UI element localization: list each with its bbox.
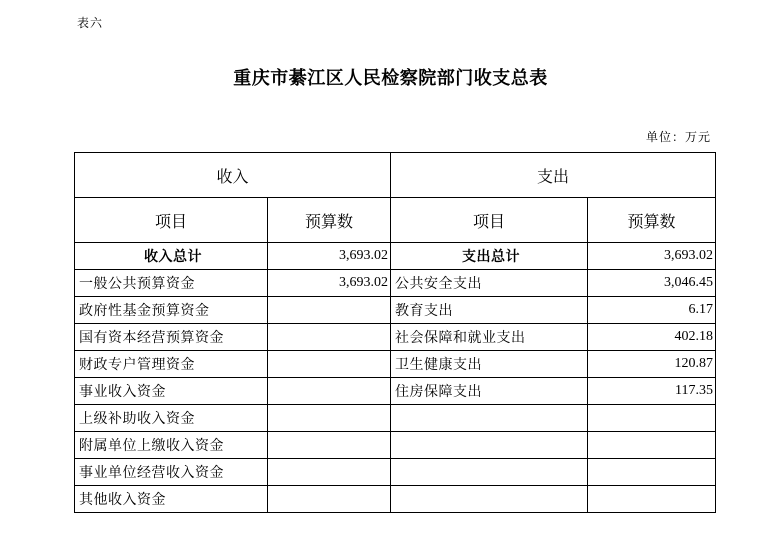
table-row [75,324,716,351]
expense-item [391,459,588,486]
expense-amount: 3,046.45 [588,270,716,297]
income-item: 其他收入资金 [75,486,268,513]
table-row [75,270,716,297]
section-header-row [75,153,716,198]
expense-item: 公共安全支出 [391,270,588,297]
expense-amount [588,432,716,459]
column-header-row [75,198,716,243]
income-amount [268,324,391,351]
expense-item [391,486,588,513]
income-item: 事业单位经营收入资金 [75,459,268,486]
expense-amount: 3,693.02 [588,243,716,270]
expense-item: 支出总计 [391,243,588,270]
income-item: 国有资本经营预算资金 [75,324,268,351]
expense-amount: 117.35 [588,378,716,405]
expense-item [391,432,588,459]
income-item: 政府性基金预算资金 [75,297,268,324]
unit-label: 单位：万元 [645,130,711,144]
expense-item: 社会保障和就业支出 [391,324,588,351]
expense-item [391,405,588,432]
income-amount [268,459,391,486]
income-item-column-header: 项目 [75,198,268,243]
table-row [75,243,716,270]
expense-amount [588,405,716,432]
income-item: 财政专户管理资金 [75,351,268,378]
expense-amount [588,486,716,513]
income-item: 一般公共预算资金 [75,270,268,297]
income-amount [268,432,391,459]
table-row [75,378,716,405]
budget-table [74,152,716,513]
table-row [75,486,716,513]
table-row [75,432,716,459]
expense-amount [588,459,716,486]
expense-item: 教育支出 [391,297,588,324]
table-number-label: 表六 [77,16,104,30]
income-amount: 3,693.02 [268,243,391,270]
expense-item: 住房保障支出 [391,378,588,405]
income-section-header: 收入 [75,153,391,198]
income-item: 附属单位上缴收入资金 [75,432,268,459]
income-item: 上级补助收入资金 [75,405,268,432]
income-amount [268,297,391,324]
income-amount [268,405,391,432]
page-title: 重庆市綦江区人民检察院部门收支总表 [233,68,548,89]
expense-amount: 6.17 [588,297,716,324]
income-item: 事业收入资金 [75,378,268,405]
expense-amount: 120.87 [588,351,716,378]
table-row [75,405,716,432]
expense-item-column-header: 项目 [391,198,588,243]
expense-amount: 402.18 [588,324,716,351]
expense-section-header: 支出 [391,153,716,198]
table-row [75,459,716,486]
income-budget-column-header: 预算数 [268,198,391,243]
table-row [75,297,716,324]
table-row [75,351,716,378]
income-item: 收入总计 [75,243,268,270]
expense-item: 卫生健康支出 [391,351,588,378]
income-amount [268,351,391,378]
income-amount [268,486,391,513]
income-amount [268,378,391,405]
income-amount: 3,693.02 [268,270,391,297]
expense-budget-column-header: 预算数 [588,198,716,243]
